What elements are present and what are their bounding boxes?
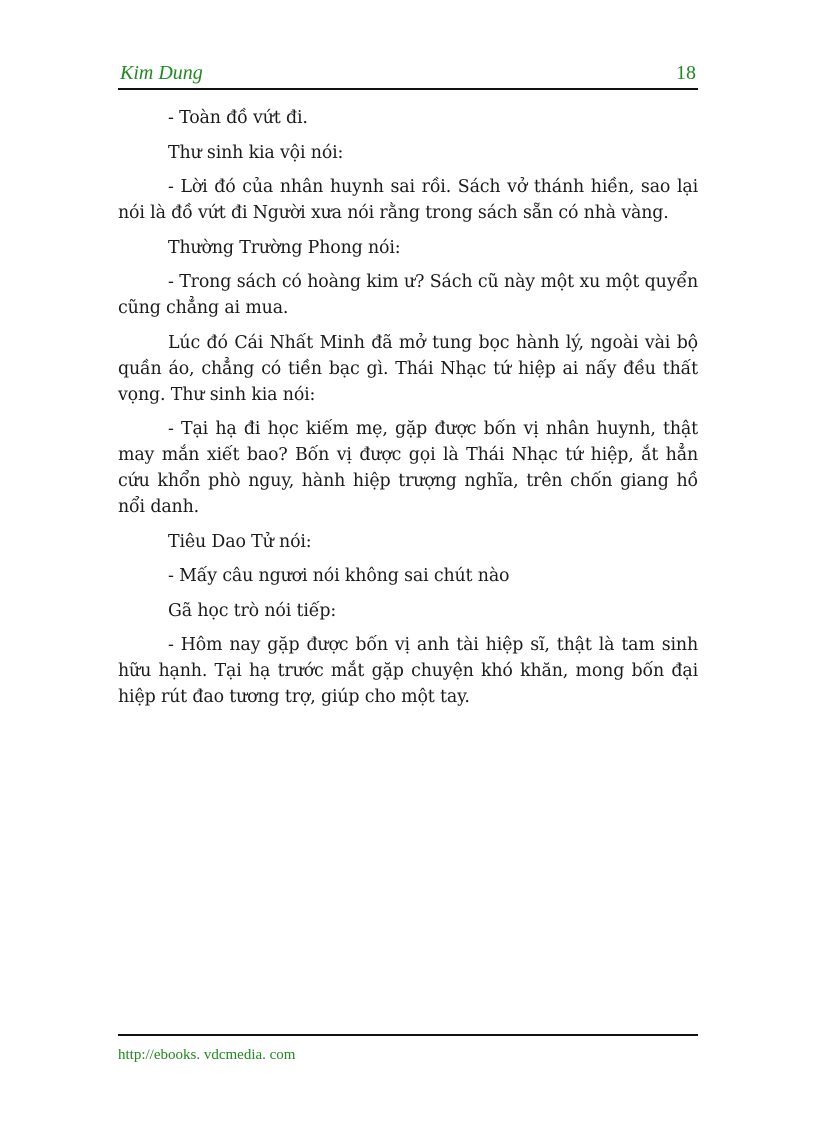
body-text — [118, 105, 698, 719]
paragraph: Thư sinh kia vội nói: — [168, 142, 344, 163]
paragraph: Lúc đó Cái Nhất Minh đã mở tung bọc hành lý, ngoài vài bộ quần áo, chẳng có tiền bạc gì. Thái Nhạc tứ hiệp ai nấy đều thất vọng. Thư sinh kia nói: — [118, 332, 698, 405]
paragraph: Gã học trò nói tiếp: — [168, 600, 337, 621]
paragraph: - Hôm nay gặp được bốn vị anh tài hiệp sĩ, thật là tam sinh hữu hạnh. Tại hạ trước mắt gặp chuyện khó khăn, mong bốn đại hiệp rút đao tương trợ, giúp cho một tay. — [118, 635, 698, 707]
footer-url[interactable]: http://ebooks. vdcmedia. com — [118, 1047, 296, 1063]
page-footer — [118, 1034, 698, 1064]
paragraph: - Toàn đồ vứt đi. — [168, 108, 308, 128]
paragraph: Thường Trường Phong nói: — [168, 237, 401, 258]
paragraph: Tiêu Dao Tử nói: — [168, 531, 312, 552]
paragraph: - Mấy câu ngươi nói không sai chút nào — [168, 566, 510, 586]
paragraph: - Trong sách có hoàng kim ư? Sách cũ này một xu một quyển cũng chẳng ai mua. — [118, 272, 698, 318]
page-number: 18 — [676, 62, 696, 84]
page-header — [118, 62, 698, 90]
header-author: Kim Dung — [120, 62, 203, 84]
paragraph: - Tại hạ đi học kiếm mẹ, gặp được bốn vị nhân huynh, thật may mắn xiết bao? Bốn vị được gọi là Thái Nhạc tứ hiệp, ắt hẳn cứu khổn phò nguy, hành hiệp trượng nghĩa, trên chốn giang hồ nổi danh. — [118, 419, 698, 517]
paragraph: - Lời đó của nhân huynh sai rồi. Sách vở thánh hiền, sao lại nói là đồ vứt đi Người xưa nói rằng trong sách sẵn có nhà vàng. — [118, 177, 698, 223]
